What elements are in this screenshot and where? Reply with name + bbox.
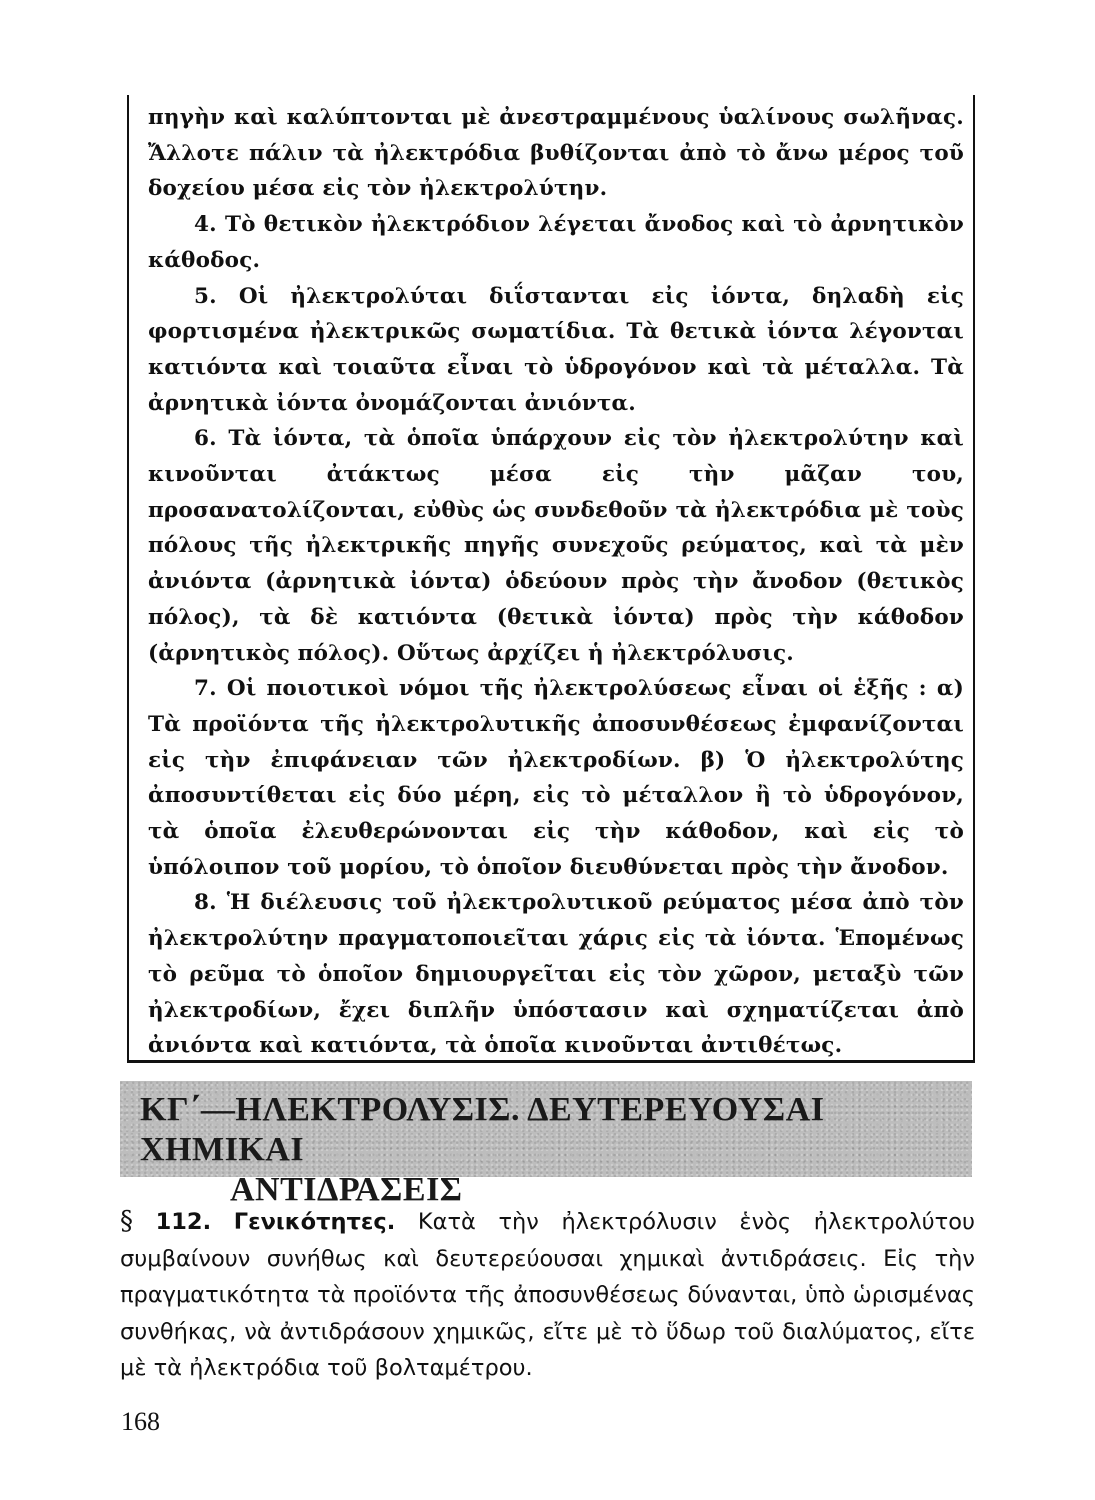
section-heading: Γενικότητες. <box>233 1209 396 1235</box>
paragraph-5: 5. Οἱ ἠλεκτρολύται διΐστανται εἰς ἰόντα, δηλαδὴ εἰς φορτισμένα ἠλεκτρικῶς σωματίδια. Τὰ θετικὰ ἰόντα λέγονται κατιόντα καὶ τοιαῦτα εἶναι τὸ ὑδρογόνον καὶ τὰ μέταλλα. Τὰ ἀρνητικὰ ἰόντα ὀνομάζονται ἀνιόντα. <box>148 283 964 416</box>
paragraph-7: 7. Οἱ ποιοτικοὶ νόμοι τῆς ἠλεκτρολύσεως εἶναι οἱ ἑξῆς : α) Τὰ προϊόντα τῆς ἠλεκτρολυτικῆς ἀποσυνθέσεως ἐμφανίζονται εἰς τὴν ἐπιφάνειαν τῶν ἠλεκτροδίων. β) Ὁ ἠλεκτρολύτης ἀποσυντίθεται εἰς δύο μέρη, εἰς τὸ μέταλλον ἢ τὸ ὑδρογόνον, τὰ ὁποῖα ἐλευθερώνονται εἰς τὴν κάθοδον, καὶ εἰς τὸ ὑπόλοιπον τοῦ μορίου, τὸ ὁποῖον διευθύνεται πρὸς τὴν ἄνοδον. <box>148 676 964 880</box>
paragraph-8: 8. Ἡ διέλευσις τοῦ ἠλεκτρολυτικοῦ ρεύματος μέσα ἀπὸ τὸν ἠλεκτρολύτην πραγματοποιεῖται χάρις εἰς τὰ ἰόντα. Ἑπομένως τὸ ρεῦμα τὸ ὁποῖον δημιουργεῖται εἰς τὸν χῶρον, μεταξὺ τῶν ἠλεκτροδίων, ἔχει διπλῆν ὑπόστασιν καὶ σχηματίζεται ἀπὸ ἀνιόντα καὶ κατιόντα, τὰ ὁποῖα κινοῦνται ἀντιθέτως. <box>148 890 964 1059</box>
paragraph-4: 4. Τὸ θετικὸν ἠλεκτρόδιον λέγεται ἄνοδος καὶ τὸ ἀρνητικὸν κάθοδος. <box>148 212 964 273</box>
chapter-title-line1: ΚΓ΄—ΗΛΕΚΤΡΟΛΥΣΙΣ. ΔΕΥΤΕΡΕΥΟΥΣΑΙ ΧΗΜΙΚΑΙ <box>140 1091 825 1168</box>
paragraph-continuation: πηγὴν καὶ καλύπτονται μὲ ἀνεστραμμένους ὑαλίνους σωλῆνας. Ἄλλοτε πάλιν τὰ ἠλεκτρόδια βυθίζονται ἀπὸ τὸ ἄνω μέρος τοῦ δοχείου μέσα εἰς τὸν ἠλεκτρολύτην. <box>148 105 964 202</box>
section-112 <box>120 1203 975 1387</box>
paragraph-6: 6. Τὰ ἰόντα, τὰ ὁποῖα ὑπάρχουν εἰς τὸν ἠλεκτρολύτην καὶ κινοῦνται ἀτάκτως μέσα εἰς τὴν μᾶζαν του, προσανατολίζονται, εὐθὺς ὡς συνδεθοῦν τὰ ἠλεκτρόδια μὲ τοὺς πόλους τῆς ἠλεκτρικῆς πηγῆς συνεχοῦς ρεύματος, καὶ τὰ μὲν ἀνιόντα (ἀρνητικὰ ἰόντα) ὁδεύουν πρὸς τὴν ἄνοδον (θετικὸς πόλος), τὰ δὲ κατιόντα (θετικὰ ἰόντα) πρὸς τὴν κάθοδον (ἀρνητικὸς πόλος). Οὕτως ἀρχίζει ἡ ἠλεκτρόλυσις. <box>148 426 964 666</box>
section-number: 112. <box>155 1209 212 1235</box>
page-number: 168 <box>121 1407 160 1436</box>
section-mark: § <box>120 1206 133 1236</box>
chapter-title <box>140 1090 970 1210</box>
boxed-text <box>148 100 964 1064</box>
chapter-title-line2: ΑΝΤΙΔΡΑΣΕΙΣ <box>230 1171 463 1208</box>
section-body: Κατὰ τὴν ἠλεκτρόλυσιν ἑνὸς ἠλεκτρολύτου συμβαίνουν συνήθως καὶ δευτερεύουσαι χημικαὶ ἀντιδράσεις. Εἰς τὴν πραγματικότητα τὰ προϊόντα τῆς ἀποσυνθέσεως δύνανται, ὑπὸ ὡρισμένας συνθήκας, νὰ ἀντιδράσουν χημικῶς, εἴτε μὲ τὸ ὕδωρ τοῦ διαλύματος, εἴτε μὲ τὰ ἠλεκτρόδια τοῦ βολταμέτρου. <box>120 1209 975 1381</box>
